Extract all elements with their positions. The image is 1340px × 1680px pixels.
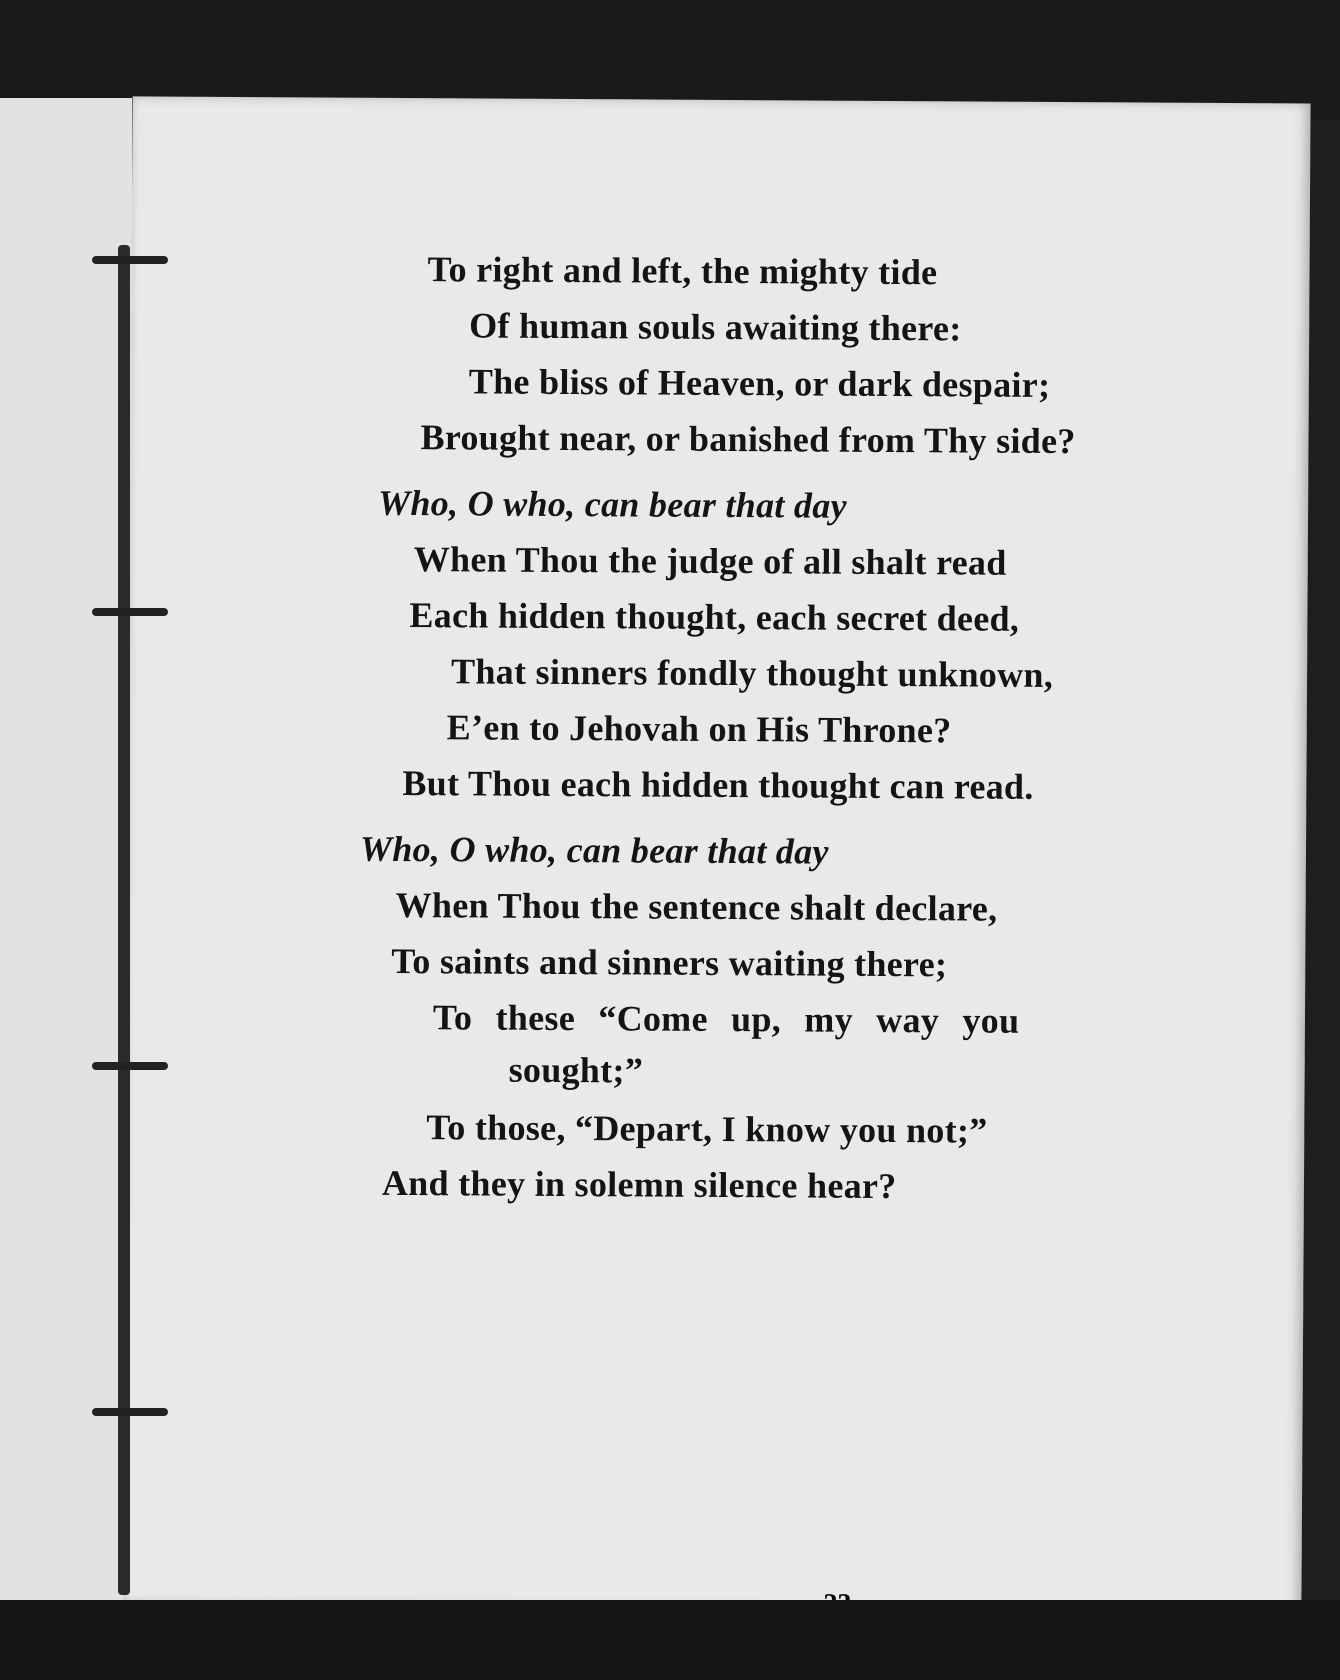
poem-line: To right and left, the mighty tide [427,249,938,293]
poem [123,96,1310,1613]
poem-line: To those, “Depart, I know you not;” [426,1107,988,1151]
refrain-line: Who, O who, can bear that day [377,482,847,526]
binding-stitch [92,1408,168,1416]
poem-line: And they in solemn silence hear? [381,1162,897,1207]
poem-line: The bliss of Heaven, or dark despair; [468,361,1051,405]
binding-stitch [92,256,168,264]
left-page-edge [0,98,132,1628]
poem-line-continuation: sought;” [508,1049,644,1091]
book-page [123,96,1310,1613]
binding-stitch [92,608,168,616]
dark-border-bottom [0,1600,1340,1680]
poem-line: To these “Come up, my way you [432,997,1020,1041]
poem-line: When Thou the judge of all shalt read [413,539,1007,583]
binding-thread [118,245,130,1595]
poem-line: That sinners fondly thought unknown, [450,651,1054,695]
poem-line: To saints and sinners waiting there; [391,940,948,985]
poem-line: But Thou each hidden thought can read. [402,763,1034,807]
poem-line: E’en to Jehovah on His Throne? [446,707,952,751]
poem-line: Brought near, or banished from Thy side? [420,417,1076,462]
binding-stitch [92,1062,168,1070]
poem-line: Each hidden thought, each secret deed, [409,595,1020,639]
refrain-line: Who, O who, can bear that day [359,828,829,872]
poem-line: When Thou the sentence shalt declare, [395,884,998,929]
poem-line: Of human souls awaiting there: [469,305,962,349]
